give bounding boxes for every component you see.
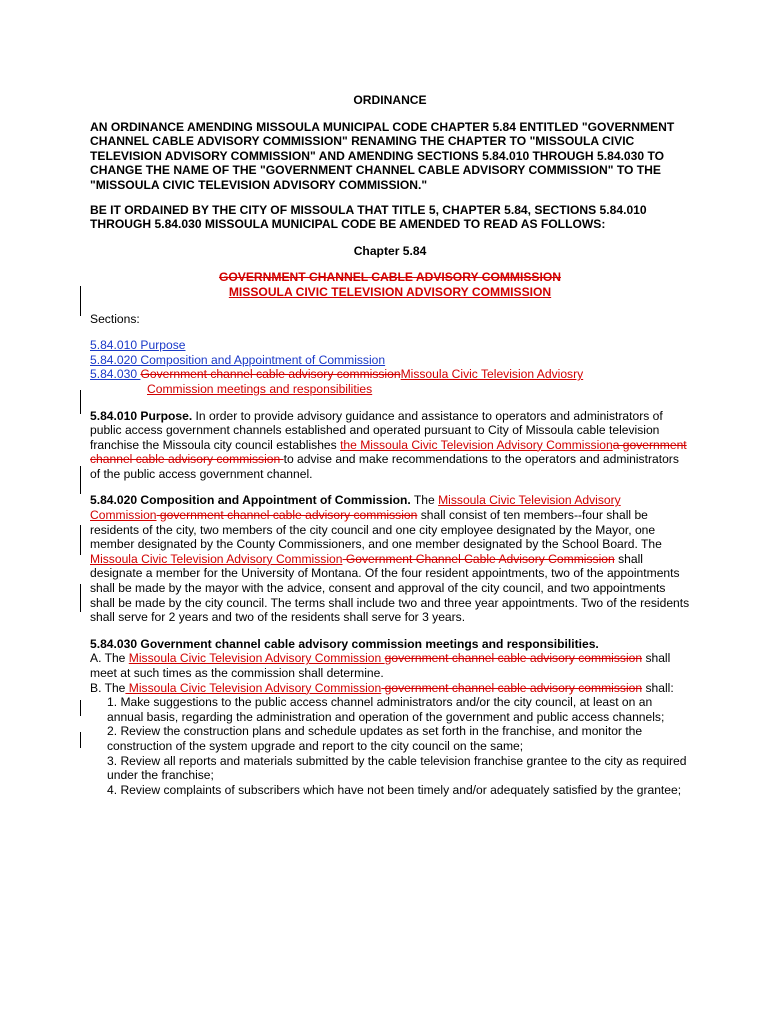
sections-label: Sections:: [90, 311, 140, 326]
chapter-title-inserted: MISSOULA CIVIC TELEVISION ADVISORY COMMISSION: [228, 284, 552, 299]
document-title: ORDINANCE: [353, 93, 427, 107]
change-bar: [80, 700, 81, 716]
toc-item-010[interactable]: 5.84.010 Purpose: [90, 338, 186, 353]
change-bar: [80, 466, 81, 494]
change-bar: [80, 525, 81, 555]
list-item: 4. Review complaints of subscribers which have not been timely and/or adequately satisfied by the grantee;: [107, 782, 682, 797]
responsibilities-list: [90, 695, 690, 797]
change-bar: [80, 286, 81, 316]
section-030-heading: 5.84.030 Government channel cable advisory commission meetings and responsibilities.: [90, 636, 599, 651]
section-030-item-a: A. The Missoula Civic Television Advisory Commission government channel cable advisory commission shall meet at such times as the commission shall determine.: [90, 651, 671, 680]
ordained-clause: BE IT ORDAINED BY THE CITY OF MISSOULA THAT TITLE 5, CHAPTER 5.84, SECTIONS 5.84.010 THROUGH 5.84.030 MISSOULA MUNICIPAL CODE BE AMENDED TO READ AS FOLLOWS:: [90, 202, 647, 232]
preamble: AN ORDINANCE AMENDING MISSOULA MUNICIPAL CODE CHAPTER 5.84 ENTITLED "GOVERNMENT CHANNEL CABLE ADVISORY COMMISSION" RENAMING THE CHAPTER TO "MISSOULA CIVIC TELEVISION ADVISORY COMMISSION" AND AMENDING SECTIONS 5.84.010 THROUGH 5.84.030 TO CHANGE THE NAME OF THE "GOVERNMENT CHANNEL CABLE ADVISORY COMMISSION" TO THE "MISSOULA CIVIC TELEVISION ADVISORY COMMISSION.": [90, 119, 675, 192]
section-030-item-b: B. The Missoula Civic Television Advisory Commission government channel cable advisory commission shall:: [90, 680, 674, 695]
ordinance-body: [90, 93, 690, 797]
section-020-paragraph: 5.84.020 Composition and Appointment of Commission. The Missoula Civic Television Advisory Commission government channel cable advisory commission shall consist of ten members--four shall be residents of the city, two members of the city council and one city employee designated by the Mayor, one member designated by the County Commissioners, and one member designated by the School Board. The Missoula Civic Television Advisory Commission Government Channel Cable Advisory Commission shall designate a member for the University of Montana. Of the four resident appointments, two of the appointments shall be made by the mayor with the advice, consent and approval of the city council, and two appointments shall be made by the city council. The terms shall include two and three year appointments. Two of the residents shall serve for 2 years and two of the residents shall serve for 3 years.: [90, 493, 690, 625]
change-bar: [80, 390, 81, 414]
chapter-heading: Chapter 5.84: [353, 243, 427, 258]
change-bar: [80, 732, 81, 748]
section-010-paragraph: 5.84.010 Purpose. In order to provide advisory guidance and assistance to operators and administrators of public access government channels established and operated pursuant to City of Missoula cable television franchise the Missoula city council establishes the Missoula Civic Television Advisory Commissiona government channel cable advisory commission to advise and make recommendations to the operators and administrators of the public access government channel.: [90, 408, 687, 481]
list-item: 2. Review the construction plans and schedule updates as set forth in the franchise, and monitor the construction of the system upgrade and report to the city council on the same;: [107, 724, 643, 753]
toc-item-020[interactable]: 5.84.020 Composition and Appointment of Commission: [90, 352, 386, 367]
list-item: 1. Make suggestions to the public access channel administrators and/or the city council, at least on an annual basis, regarding the administration and operation of the government and public access channels;: [107, 695, 665, 724]
change-bar: [80, 584, 81, 612]
chapter-title-deleted: GOVERNMENT CHANNEL CABLE ADVISORY COMMISSION: [218, 270, 561, 285]
list-item: 3. Review all reports and materials submitted by the cable television franchise grantee to the city as required under the franchise;: [107, 753, 687, 783]
toc-item-030[interactable]: 5.84.030 Government channel cable advisory commissionMissoula Civic Television Adviosry Commission meetings and responsibilities: [90, 367, 584, 396]
